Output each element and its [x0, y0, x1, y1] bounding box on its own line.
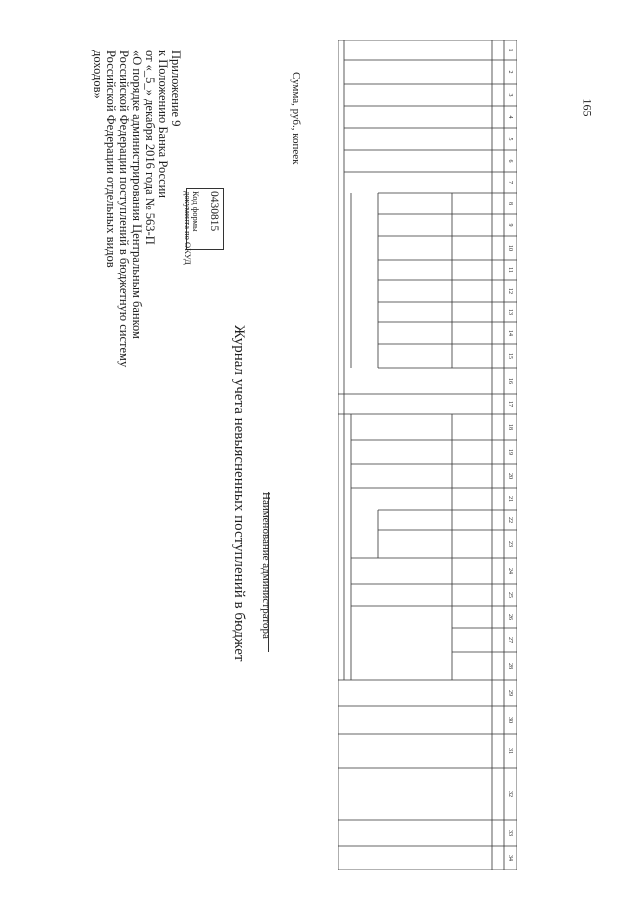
column-number: 3: [507, 93, 514, 97]
column-number: 28: [507, 663, 514, 669]
column-number: 32: [507, 791, 514, 797]
okud-label-line: документа по ОКУД: [183, 191, 193, 265]
column-number: 12: [507, 288, 514, 294]
column-number: 15: [507, 353, 514, 359]
admin-underline: [268, 492, 269, 652]
column-number: 13: [507, 309, 514, 315]
journal-table-grid: [338, 40, 517, 870]
column-number: 18: [507, 424, 514, 430]
journal-title: Журнал учета невыясненных поступлений в бюджет: [231, 325, 247, 662]
units-note: Сумма, руб., копеек: [290, 72, 302, 165]
journal-table: [338, 40, 517, 870]
column-number: 11: [507, 267, 514, 273]
page-number: 165: [580, 98, 595, 117]
column-number: 31: [507, 748, 514, 754]
appendix-line: от «_5_» декабря 2016 года № 563-П: [143, 50, 157, 245]
column-number: 26: [507, 614, 514, 620]
okud-label: [184, 191, 200, 265]
appendix-line: Российской Федерации отдельных видов: [104, 50, 118, 268]
appendix-line: к Положению Банка России: [156, 50, 170, 198]
column-number: 25: [507, 592, 514, 598]
column-number: 20: [507, 473, 514, 479]
appendix-line: доходов»: [91, 50, 105, 99]
column-number: 10: [507, 245, 514, 251]
column-number: 23: [507, 541, 514, 547]
column-number: 5: [507, 137, 514, 141]
column-number: 22: [507, 517, 514, 523]
appendix-line: «О порядке администрирования Центральным банком: [130, 50, 144, 339]
appendix-line: Российской Федерации поступлений в бюджетную систему: [117, 50, 131, 368]
column-number: 7: [507, 181, 514, 184]
column-number: 33: [507, 830, 514, 836]
okud-code: 0430815: [208, 191, 220, 232]
column-number: 34: [507, 855, 514, 861]
okud-box: [183, 188, 224, 265]
column-number: 24: [507, 568, 514, 574]
column-number: 8: [507, 202, 514, 205]
column-number: 4: [507, 115, 514, 119]
column-number: 2: [507, 70, 514, 74]
appendix-line: Приложение 9: [169, 50, 183, 127]
column-number: 1: [507, 48, 514, 52]
column-number: 17: [507, 401, 514, 407]
column-number: 30: [507, 717, 514, 723]
column-number: 27: [507, 637, 514, 643]
column-number: 29: [507, 690, 514, 696]
column-number: 14: [507, 330, 514, 336]
column-number: 19: [507, 449, 514, 455]
column-number: 6: [507, 159, 514, 163]
column-number: 9: [507, 223, 514, 227]
column-number: 16: [507, 378, 514, 384]
okud-label-line: Код формы: [191, 191, 201, 232]
column-number: 21: [507, 496, 514, 502]
admin-label: Наименование администратора: [260, 492, 272, 639]
